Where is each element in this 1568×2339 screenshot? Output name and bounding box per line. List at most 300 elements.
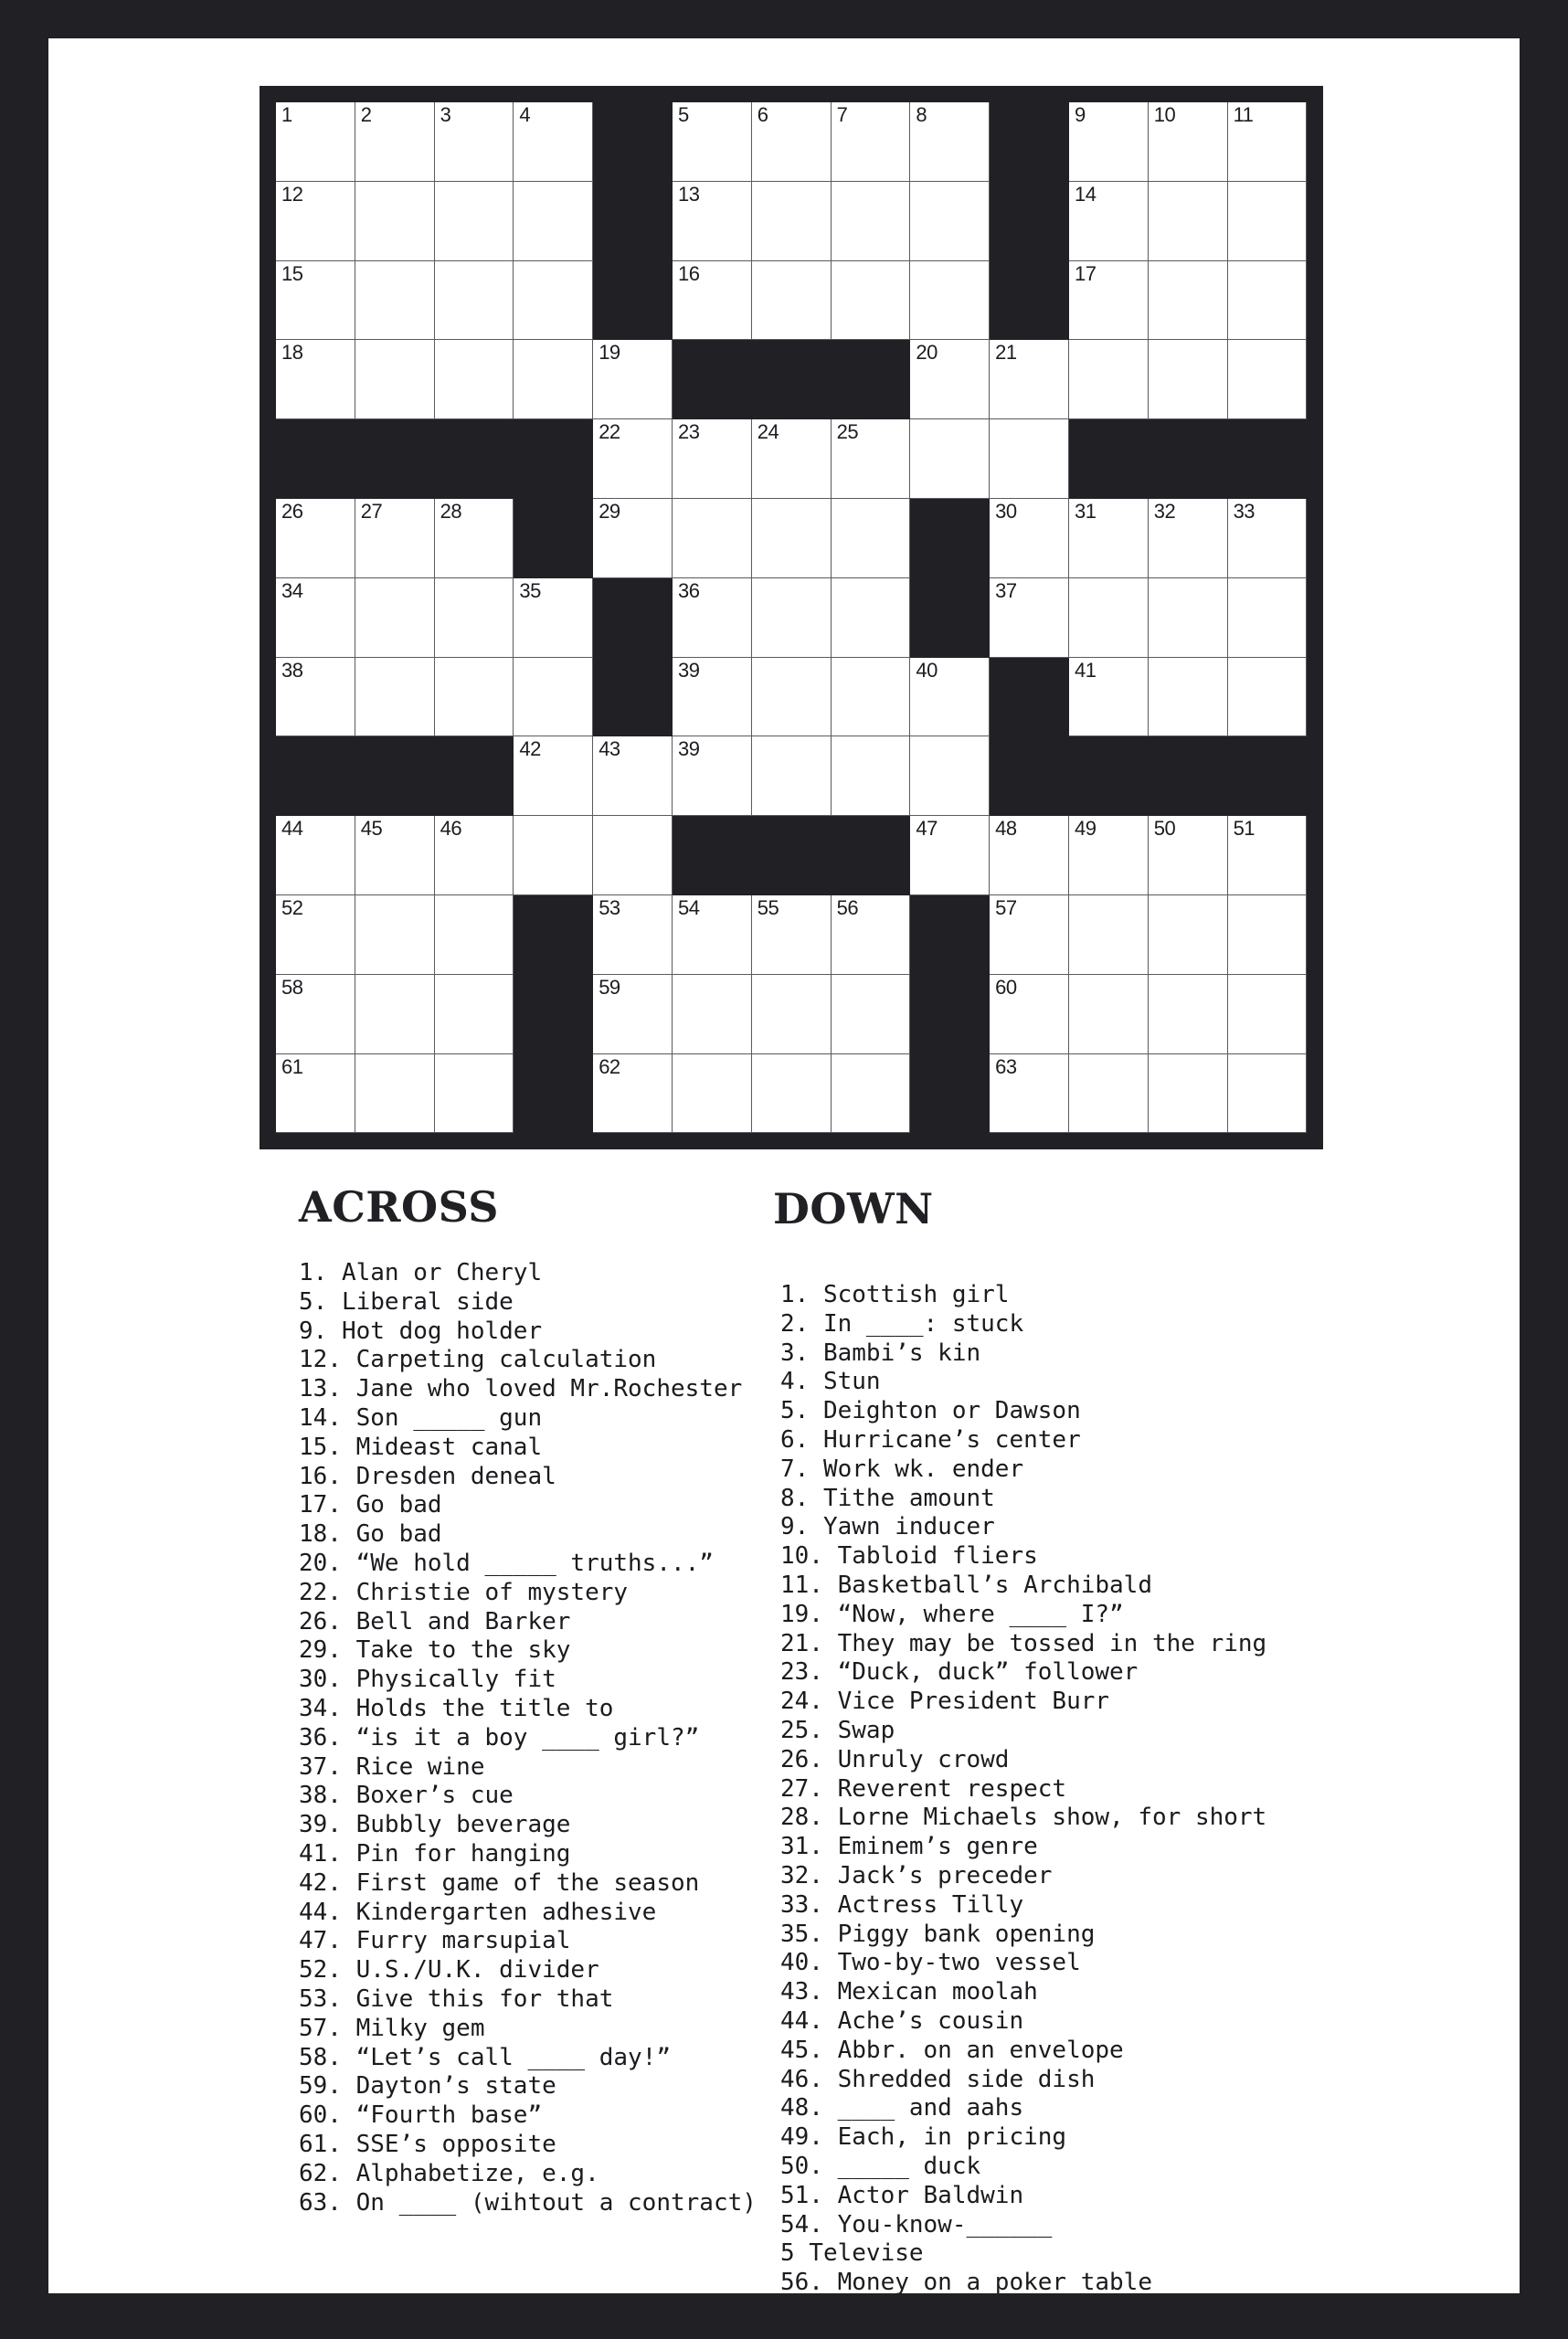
across-clue-53: 53. Give this for that <box>299 1984 614 2013</box>
grid-cell-r10-c4[interactable] <box>514 816 593 895</box>
cell-number: 19 <box>599 341 620 365</box>
cell-number: 11 <box>1233 103 1254 126</box>
grid-cell-r1-c6[interactable] <box>673 102 752 182</box>
grid-cell-r2-c5 <box>593 182 673 261</box>
across-clue-52: 52. U.S./U.K. divider <box>299 1956 599 1984</box>
grid-cell-r12-c4 <box>514 975 593 1054</box>
grid-cell-r7-c3[interactable] <box>435 578 514 658</box>
grid-cell-r11-c8[interactable] <box>832 895 911 975</box>
down-clue-46: 46. Shredded side dish <box>780 2065 1096 2093</box>
cell-number: 9 <box>1074 103 1086 126</box>
grid-cell-r12-c6[interactable] <box>673 975 752 1054</box>
grid-cell-r4-c10[interactable] <box>990 340 1069 419</box>
grid-cell-r1-c3[interactable] <box>435 102 514 182</box>
across-clue-39: 39. Bubbly beverage <box>299 1811 571 1839</box>
down-clue-33: 33. Actress Tilly <box>780 1890 1024 1919</box>
grid-cell-r11-c11[interactable] <box>1069 895 1149 975</box>
down-clue-49: 49. Each, in pricing <box>780 2123 1067 2152</box>
down-clue-2: 2. In ____: stuck <box>780 1309 1024 1338</box>
down-clue-6: 6. Hurricane’s center <box>780 1425 1081 1454</box>
cell-number: 40 <box>916 658 938 682</box>
cell-number: 22 <box>599 420 620 444</box>
grid-cell-r3-c6[interactable] <box>673 261 752 341</box>
crossword-cells <box>276 102 1307 1133</box>
grid-cell-r13-c8[interactable] <box>832 1054 911 1134</box>
grid-cell-r10-c9[interactable] <box>910 816 990 895</box>
down-clue-11: 11. Basketball’s Archibald <box>780 1571 1152 1599</box>
grid-cell-r10-c6 <box>673 816 752 895</box>
cell-number: 53 <box>599 895 620 919</box>
grid-cell-r4-c1[interactable] <box>276 340 355 419</box>
down-clue-26: 26. Unruly crowd <box>780 1745 1010 1773</box>
grid-cell-r11-c6[interactable] <box>673 895 752 975</box>
grid-cell-r9-c13 <box>1228 736 1308 816</box>
grid-cell-r11-c3[interactable] <box>435 895 514 975</box>
grid-cell-r11-c9 <box>910 895 990 975</box>
grid-cell-r1-c11[interactable] <box>1069 102 1149 182</box>
grid-cell-r7-c8[interactable] <box>832 578 911 658</box>
grid-cell-r11-c12[interactable] <box>1149 895 1228 975</box>
cell-number: 26 <box>281 499 303 523</box>
cell-number: 18 <box>281 341 303 365</box>
grid-cell-r4-c2[interactable] <box>355 340 435 419</box>
down-clue-51: 51. Actor Baldwin <box>780 2181 1024 2209</box>
grid-cell-r5-c6[interactable] <box>673 419 752 499</box>
grid-cell-r13-c13[interactable] <box>1228 1054 1308 1134</box>
grid-cell-r6-c5[interactable] <box>593 499 673 578</box>
cell-number: 59 <box>599 975 620 999</box>
grid-cell-r2-c12[interactable] <box>1149 182 1228 261</box>
grid-cell-r8-c12[interactable] <box>1149 658 1228 737</box>
grid-cell-r6-c13[interactable] <box>1228 499 1308 578</box>
grid-cell-r4-c3[interactable] <box>435 340 514 419</box>
across-clue-13: 13. Jane who loved Mr.Rochester <box>299 1375 743 1403</box>
grid-cell-r10-c5[interactable] <box>593 816 673 895</box>
across-clue-22: 22. Christie of mystery <box>299 1578 629 1606</box>
grid-cell-r9-c9[interactable] <box>910 736 990 816</box>
cell-number: 28 <box>440 499 462 523</box>
across-clue-16: 16. Dresden deneal <box>299 1462 556 1490</box>
grid-cell-r3-c9[interactable] <box>910 261 990 341</box>
cell-number: 6 <box>757 103 768 126</box>
cell-number: 39 <box>677 737 700 761</box>
grid-cell-r11-c2[interactable] <box>355 895 435 975</box>
cell-number: 52 <box>281 895 303 919</box>
grid-cell-r9-c5[interactable] <box>593 736 673 816</box>
grid-cell-r2-c13[interactable] <box>1228 182 1308 261</box>
down-clue-3: 3. Bambi’s kin <box>780 1339 981 1367</box>
grid-cell-r8-c5 <box>593 658 673 737</box>
grid-cell-r12-c2[interactable] <box>355 975 435 1054</box>
grid-cell-r3-c7[interactable] <box>752 261 832 341</box>
grid-cell-r2-c10 <box>990 182 1069 261</box>
grid-cell-r9-c7[interactable] <box>752 736 832 816</box>
grid-cell-r10-c3[interactable] <box>435 816 514 895</box>
down-clue-7: 7. Work wk. ender <box>780 1455 1024 1483</box>
grid-cell-r9-c6[interactable] <box>673 736 752 816</box>
grid-cell-r3-c4[interactable] <box>514 261 593 341</box>
grid-cell-r5-c5[interactable] <box>593 419 673 499</box>
grid-cell-r6-c3[interactable] <box>435 499 514 578</box>
grid-cell-r6-c1[interactable] <box>276 499 355 578</box>
across-clue-44: 44. Kindergarten adhesive <box>299 1898 657 1926</box>
down-clue-48: 48. ____ and aahs <box>780 2094 1024 2122</box>
across-clue-15: 15. Mideast canal <box>299 1433 543 1461</box>
cell-number: 55 <box>757 895 779 919</box>
cell-number: 57 <box>995 895 1017 919</box>
grid-cell-r13-c1[interactable] <box>276 1054 355 1134</box>
across-clue-61: 61. SSE’s opposite <box>299 2130 556 2158</box>
grid-cell-r13-c7[interactable] <box>752 1054 832 1134</box>
grid-cell-r9-c8[interactable] <box>832 736 911 816</box>
cell-number: 12 <box>281 182 303 206</box>
cell-number: 2 <box>360 103 372 126</box>
grid-cell-r13-c4 <box>514 1054 593 1134</box>
cell-number: 41 <box>1074 658 1097 682</box>
grid-cell-r13-c5[interactable] <box>593 1054 673 1134</box>
grid-cell-r4-c5[interactable] <box>593 340 673 419</box>
cell-number: 30 <box>995 499 1017 523</box>
cell-number: 33 <box>1233 499 1255 523</box>
grid-cell-r7-c10[interactable] <box>990 578 1069 658</box>
cell-number: 58 <box>281 975 303 999</box>
grid-cell-r8-c8[interactable] <box>832 658 911 737</box>
grid-cell-r9-c4[interactable] <box>514 736 593 816</box>
across-clue-14: 14. Son _____ gun <box>299 1403 543 1432</box>
grid-cell-r13-c11[interactable] <box>1069 1054 1149 1134</box>
cell-number: 4 <box>519 103 531 126</box>
cell-number: 46 <box>440 817 462 841</box>
grid-cell-r2-c6[interactable] <box>673 182 752 261</box>
grid-cell-r6-c6[interactable] <box>673 499 752 578</box>
grid-cell-r1-c4[interactable] <box>514 102 593 182</box>
grid-cell-r8-c13[interactable] <box>1228 658 1308 737</box>
grid-cell-r4-c4[interactable] <box>514 340 593 419</box>
grid-cell-r4-c13[interactable] <box>1228 340 1308 419</box>
grid-cell-r1-c7[interactable] <box>752 102 832 182</box>
grid-cell-r11-c13[interactable] <box>1228 895 1308 975</box>
grid-cell-r5-c12 <box>1149 419 1228 499</box>
grid-cell-r2-c7[interactable] <box>752 182 832 261</box>
grid-cell-r13-c10[interactable] <box>990 1054 1069 1134</box>
grid-cell-r2-c4[interactable] <box>514 182 593 261</box>
across-clue-63: 63. On ____ (wihtout a contract) <box>299 2188 757 2217</box>
grid-cell-r11-c10[interactable] <box>990 895 1069 975</box>
grid-cell-r1-c9[interactable] <box>910 102 990 182</box>
cell-number: 23 <box>677 420 700 444</box>
grid-cell-r5-c13 <box>1228 419 1308 499</box>
across-clue-1: 1. Alan or Cheryl <box>299 1259 543 1286</box>
grid-cell-r1-c8[interactable] <box>832 102 911 182</box>
grid-cell-r1-c13[interactable] <box>1228 102 1308 182</box>
across-clue-20: 20. “We hold _____ truths...” <box>299 1549 714 1577</box>
down-clue-32: 32. Jack’s preceder <box>780 1861 1053 1889</box>
grid-cell-r7-c13[interactable] <box>1228 578 1308 658</box>
grid-cell-r6-c8[interactable] <box>832 499 911 578</box>
down-clue-27: 27. Reverent respect <box>780 1774 1067 1803</box>
grid-cell-r13-c6[interactable] <box>673 1054 752 1134</box>
across-clue-18: 18. Go bad <box>299 1520 442 1549</box>
grid-cell-r13-c9 <box>910 1054 990 1134</box>
down-clue-56: 56. Money on a poker table <box>780 2269 1152 2297</box>
grid-cell-r10-c10[interactable] <box>990 816 1069 895</box>
grid-cell-r9-c2 <box>355 736 435 816</box>
grid-cell-r12-c7[interactable] <box>752 975 832 1054</box>
cell-number: 25 <box>836 420 859 444</box>
cell-number: 27 <box>360 499 383 523</box>
grid-cell-r10-c11[interactable] <box>1069 816 1149 895</box>
grid-cell-r3-c10 <box>990 261 1069 341</box>
grid-cell-r6-c11[interactable] <box>1069 499 1149 578</box>
grid-cell-r12-c1[interactable] <box>276 975 355 1054</box>
grid-cell-r13-c12[interactable] <box>1149 1054 1228 1134</box>
grid-cell-r3-c1[interactable] <box>276 261 355 341</box>
grid-cell-r7-c6[interactable] <box>673 578 752 658</box>
cell-number: 14 <box>1074 182 1097 206</box>
across-clue-list <box>299 1259 757 2217</box>
across-clue-42: 42. First game of the season <box>299 1868 700 1897</box>
grid-cell-r8-c9[interactable] <box>910 658 990 737</box>
cell-number: 8 <box>916 103 927 126</box>
cell-number: 24 <box>757 420 779 444</box>
across-clue-9: 9. Hot dog holder <box>299 1317 543 1345</box>
grid-cell-r11-c5[interactable] <box>593 895 673 975</box>
down-clue-28: 28. Lorne Michaels show, for short <box>780 1804 1267 1832</box>
grid-cell-r12-c3[interactable] <box>435 975 514 1054</box>
grid-cell-r8-c7[interactable] <box>752 658 832 737</box>
grid-cell-r5-c4 <box>514 419 593 499</box>
cell-number: 47 <box>916 817 938 841</box>
grid-cell-r10-c1[interactable] <box>276 816 355 895</box>
across-clue-30: 30. Physically fit <box>299 1666 556 1694</box>
down-clue-24: 24. Vice President Burr <box>780 1688 1110 1716</box>
grid-cell-r7-c5 <box>593 578 673 658</box>
grid-cell-r5-c1 <box>276 419 355 499</box>
grid-cell-r8-c3[interactable] <box>435 658 514 737</box>
cell-number: 31 <box>1074 499 1097 523</box>
grid-cell-r12-c12[interactable] <box>1149 975 1228 1054</box>
grid-cell-r8-c4[interactable] <box>514 658 593 737</box>
across-clue-5: 5. Liberal side <box>299 1287 514 1316</box>
grid-cell-r4-c11[interactable] <box>1069 340 1149 419</box>
cell-number: 17 <box>1074 261 1097 285</box>
grid-cell-r11-c1[interactable] <box>276 895 355 975</box>
cell-number: 20 <box>916 341 938 365</box>
down-clue-8: 8. Tithe amount <box>780 1484 995 1512</box>
across-clue-57: 57. Milky gem <box>299 2014 485 2042</box>
cell-number: 50 <box>1153 817 1176 841</box>
grid-cell-r13-c2[interactable] <box>355 1054 435 1134</box>
cell-number: 45 <box>360 817 383 841</box>
grid-cell-r10-c13[interactable] <box>1228 816 1308 895</box>
grid-cell-r3-c3[interactable] <box>435 261 514 341</box>
cell-number: 36 <box>677 578 700 602</box>
down-clue-50: 50. _____ duck <box>780 2152 981 2180</box>
down-clue-5: 5. Deighton or Dawson <box>780 1397 1081 1425</box>
grid-cell-r2-c2[interactable] <box>355 182 435 261</box>
grid-cell-r6-c10[interactable] <box>990 499 1069 578</box>
cell-number: 1 <box>281 103 292 126</box>
cell-number: 48 <box>995 817 1017 841</box>
grid-cell-r8-c10 <box>990 658 1069 737</box>
grid-cell-r7-c4[interactable] <box>514 578 593 658</box>
cell-number: 35 <box>519 578 541 602</box>
grid-cell-r11-c7[interactable] <box>752 895 832 975</box>
grid-cell-r5-c3 <box>435 419 514 499</box>
down-clue-4: 4. Stun <box>780 1368 881 1396</box>
down-clue-43: 43. Mexican moolah <box>780 1978 1038 2006</box>
across-clue-38: 38. Boxer’s cue <box>299 1782 514 1810</box>
grid-cell-r5-c10[interactable] <box>990 419 1069 499</box>
grid-cell-r12-c13[interactable] <box>1228 975 1308 1054</box>
grid-cell-r12-c9 <box>910 975 990 1054</box>
grid-cell-r5-c9[interactable] <box>910 419 990 499</box>
across-clue-36: 36. “is it a boy ____ girl?” <box>299 1723 700 1752</box>
grid-cell-r11-c4 <box>514 895 593 975</box>
grid-cell-r10-c2[interactable] <box>355 816 435 895</box>
grid-cell-r2-c9[interactable] <box>910 182 990 261</box>
grid-cell-r4-c7 <box>752 340 832 419</box>
grid-cell-r3-c11[interactable] <box>1069 261 1149 341</box>
grid-cell-r8-c11[interactable] <box>1069 658 1149 737</box>
grid-cell-r7-c2[interactable] <box>355 578 435 658</box>
grid-cell-r7-c1[interactable] <box>276 578 355 658</box>
grid-cell-r2-c1[interactable] <box>276 182 355 261</box>
grid-cell-r5-c7[interactable] <box>752 419 832 499</box>
grid-cell-r4-c12[interactable] <box>1149 340 1228 419</box>
cell-number: 38 <box>281 658 303 682</box>
grid-cell-r1-c2[interactable] <box>355 102 435 182</box>
grid-cell-r7-c12[interactable] <box>1149 578 1228 658</box>
grid-cell-r12-c5[interactable] <box>593 975 673 1054</box>
grid-cell-r9-c1 <box>276 736 355 816</box>
across-clue-47: 47. Furry marsupial <box>299 1927 571 1955</box>
grid-cell-r3-c5 <box>593 261 673 341</box>
grid-cell-r10-c8 <box>832 816 911 895</box>
grid-cell-r2-c8[interactable] <box>832 182 911 261</box>
down-clue-54: 54. You-know-______ <box>780 2210 1053 2238</box>
grid-cell-r5-c8[interactable] <box>832 419 911 499</box>
cell-number: 44 <box>281 817 303 841</box>
cell-number: 51 <box>1233 817 1255 841</box>
grid-cell-r6-c12[interactable] <box>1149 499 1228 578</box>
grid-cell-r10-c7 <box>752 816 832 895</box>
grid-cell-r9-c10 <box>990 736 1069 816</box>
grid-cell-r9-c3 <box>435 736 514 816</box>
across-clue-60: 60. “Fourth base” <box>299 2101 543 2130</box>
grid-cell-r3-c13[interactable] <box>1228 261 1308 341</box>
grid-cell-r2-c11[interactable] <box>1069 182 1149 261</box>
down-clue-5: 5 Televise <box>780 2239 924 2268</box>
down-clue-19: 19. “Now, where ____ I?” <box>780 1600 1124 1628</box>
down-clue-list <box>780 1281 1266 2298</box>
cell-number: 62 <box>599 1054 620 1078</box>
grid-cell-r6-c9 <box>910 499 990 578</box>
across-clue-58: 58. “Let’s call ____ day!” <box>299 2043 671 2071</box>
across-clue-26: 26. Bell and Barker <box>299 1607 571 1635</box>
grid-cell-r5-c11 <box>1069 419 1149 499</box>
grid-cell-r8-c2[interactable] <box>355 658 435 737</box>
down-clue-21: 21. They may be tossed in the ring <box>780 1629 1267 1657</box>
cell-number: 37 <box>995 578 1017 602</box>
grid-cell-r10-c12[interactable] <box>1149 816 1228 895</box>
grid-cell-r3-c12[interactable] <box>1149 261 1228 341</box>
grid-cell-r12-c8[interactable] <box>832 975 911 1054</box>
grid-cell-r7-c7[interactable] <box>752 578 832 658</box>
across-clue-41: 41. Pin for hanging <box>299 1839 571 1868</box>
cell-number: 39 <box>677 658 700 682</box>
across-clue-17: 17. Go bad <box>299 1491 442 1519</box>
down-clue-35: 35. Piggy bank opening <box>780 1920 1096 1948</box>
cell-number: 29 <box>599 499 620 523</box>
grid-cell-r9-c12 <box>1149 736 1228 816</box>
cell-number: 34 <box>281 578 303 602</box>
cell-number: 61 <box>281 1054 303 1078</box>
down-clue-31: 31. Eminem’s genre <box>780 1833 1038 1861</box>
grid-cell-r1-c10 <box>990 102 1069 182</box>
grid-cell-r13-c3[interactable] <box>435 1054 514 1134</box>
down-clue-45: 45. Abbr. on an envelope <box>780 2036 1124 2064</box>
down-clue-9: 9. Yawn inducer <box>780 1513 995 1541</box>
grid-cell-r7-c9 <box>910 578 990 658</box>
grid-cell-r5-c2 <box>355 419 435 499</box>
across-clue-12: 12. Carpeting calculation <box>299 1346 657 1374</box>
grid-cell-r4-c8 <box>832 340 911 419</box>
grid-cell-r12-c10[interactable] <box>990 975 1069 1054</box>
cell-number: 56 <box>836 895 859 919</box>
across-heading: ACROSS <box>299 1182 500 1232</box>
down-clue-10: 10. Tabloid fliers <box>780 1542 1038 1571</box>
cell-number: 5 <box>677 103 689 126</box>
grid-cell-r6-c4 <box>514 499 593 578</box>
cell-number: 16 <box>677 261 700 285</box>
cell-number: 42 <box>519 737 541 761</box>
grid-cell-r3-c8[interactable] <box>832 261 911 341</box>
grid-cell-r4-c6 <box>673 340 752 419</box>
cell-number: 43 <box>599 737 620 761</box>
grid-cell-r6-c2[interactable] <box>355 499 435 578</box>
down-clue-25: 25. Swap <box>780 1716 895 1744</box>
across-clue-29: 29. Take to the sky <box>299 1636 571 1665</box>
cell-number: 63 <box>995 1054 1017 1078</box>
cell-number: 13 <box>677 182 700 206</box>
down-heading: DOWN <box>773 1184 934 1233</box>
cell-number: 21 <box>995 341 1017 365</box>
grid-cell-r1-c5 <box>593 102 673 182</box>
down-clue-44: 44. Ache’s cousin <box>780 2006 1024 2035</box>
cell-number: 7 <box>836 103 848 126</box>
cell-number: 10 <box>1153 103 1176 126</box>
grid-cell-r1-c1[interactable] <box>276 102 355 182</box>
down-clue-23: 23. “Duck, duck” follower <box>780 1658 1139 1687</box>
grid-cell-r8-c1[interactable] <box>276 658 355 737</box>
grid-cell-r7-c11[interactable] <box>1069 578 1149 658</box>
grid-cell-r2-c3[interactable] <box>435 182 514 261</box>
grid-cell-r1-c12[interactable] <box>1149 102 1228 182</box>
grid-cell-r4-c9[interactable] <box>910 340 990 419</box>
across-clue-62: 62. Alphabetize, e.g. <box>299 2159 599 2187</box>
down-clue-1: 1. Scottish girl <box>780 1281 1010 1308</box>
crossword-grid <box>260 86 1323 1149</box>
grid-cell-r6-c7[interactable] <box>752 499 832 578</box>
cell-number: 60 <box>995 975 1017 999</box>
grid-cell-r3-c2[interactable] <box>355 261 435 341</box>
grid-cell-r8-c6[interactable] <box>673 658 752 737</box>
grid-cell-r12-c11[interactable] <box>1069 975 1149 1054</box>
cell-number: 54 <box>677 895 700 919</box>
cell-number: 49 <box>1074 817 1097 841</box>
across-clue-59: 59. Dayton’s state <box>299 2072 556 2101</box>
